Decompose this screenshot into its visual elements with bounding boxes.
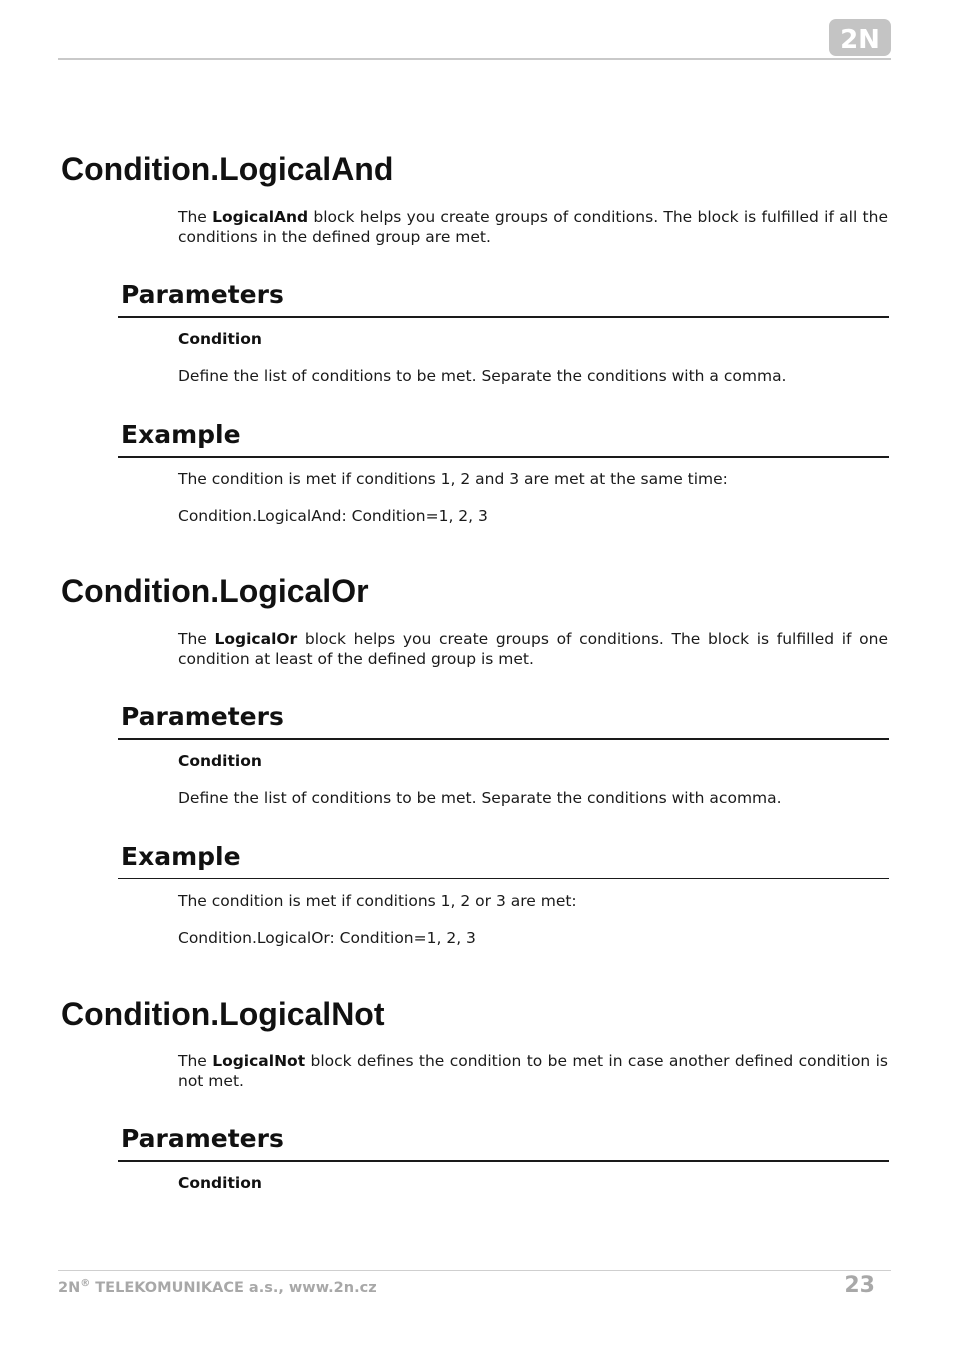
- heading-rule: [118, 878, 889, 879]
- intro-paragraph: The LogicalOr block helps you create groups of conditions. The block is fulfilled if one condition at least of the defined group is met.: [178, 630, 888, 668]
- example-code: Condition.LogicalAnd: Condition=1, 2, 3: [178, 507, 488, 525]
- page-number: 23: [844, 1273, 875, 1298]
- example-heading: Example: [121, 420, 241, 449]
- example-description: The condition is met if conditions 1, 2 and 3 are met at the same time:: [178, 470, 728, 488]
- section-title: Condition.LogicalOr: [61, 573, 369, 609]
- example-heading: Example: [121, 842, 241, 871]
- parameter-name: Condition: [178, 752, 262, 770]
- intro-paragraph: The LogicalAnd block helps you create groups of conditions. The block is fulfilled if all the conditions in the defined group are met.: [178, 208, 888, 246]
- example-description: The condition is met if conditions 1, 2 or 3 are met:: [178, 892, 577, 910]
- parameters-heading: Parameters: [121, 702, 284, 731]
- section-title: Condition.LogicalNot: [61, 996, 385, 1032]
- intro-paragraph: The LogicalNot block defines the condition to be met in case another defined condition is not met.: [178, 1052, 888, 1090]
- heading-rule: [118, 1160, 889, 1162]
- parameters-heading: Parameters: [121, 1124, 284, 1153]
- footer-rule: [58, 1270, 891, 1271]
- heading-rule: [118, 738, 889, 740]
- parameter-description: Define the list of conditions to be met. Separate the conditions with acomma.: [178, 789, 782, 807]
- heading-rule: [118, 316, 889, 318]
- heading-rule: [118, 456, 889, 458]
- example-code: Condition.LogicalOr: Condition=1, 2, 3: [178, 929, 476, 947]
- footer-company: 2N® TELEKOMUNIKACE a.s., www.2n.cz: [58, 1278, 377, 1296]
- header-rule: [58, 58, 891, 60]
- parameter-name: Condition: [178, 330, 262, 348]
- parameter-name: Condition: [178, 1174, 262, 1192]
- parameter-description: Define the list of conditions to be met. Separate the conditions with a comma.: [178, 367, 787, 385]
- brand-logo: [829, 19, 891, 56]
- logo-text: 2N: [840, 25, 880, 55]
- parameters-heading: Parameters: [121, 280, 284, 309]
- section-title: Condition.LogicalAnd: [61, 151, 394, 187]
